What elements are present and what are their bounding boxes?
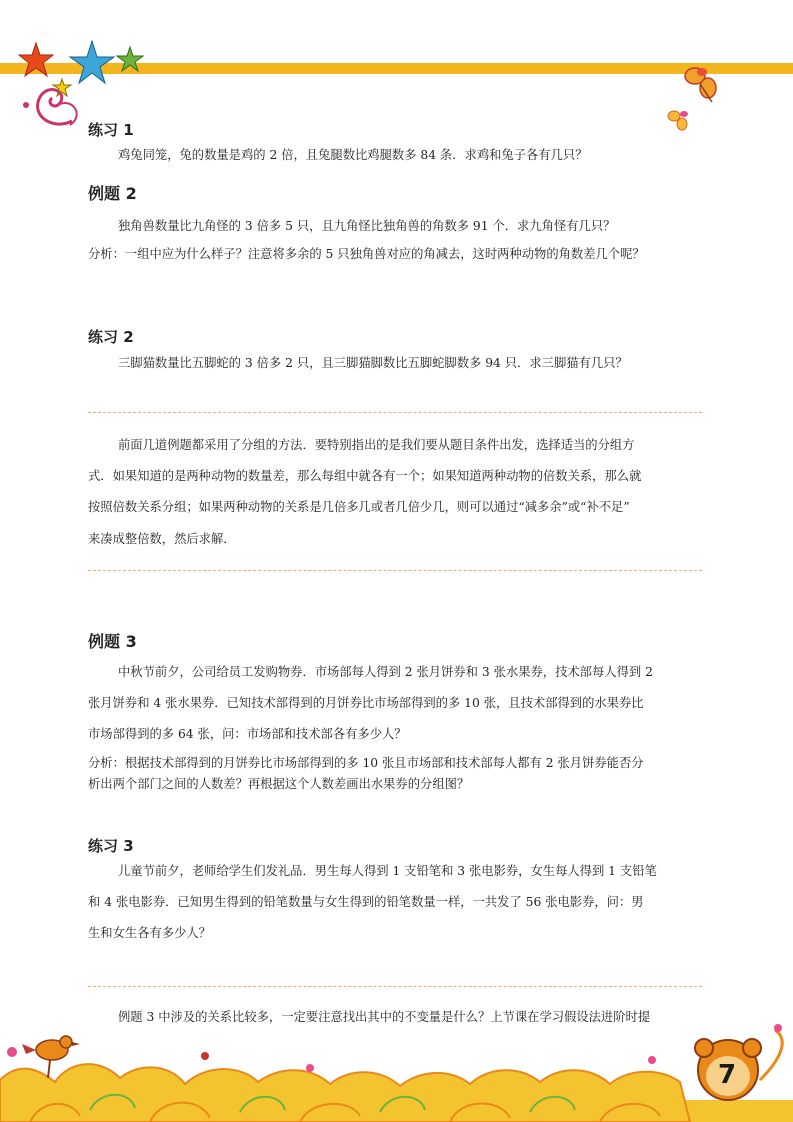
exercise-3-line-1: 儿童节前夕，老师给学生们发礼品．男生每人得到 1 支铅笔和 3 张电影券，女生每人得到 1 支铅笔 [118,864,657,878]
exercise-3-line-3: 生和女生各有多少人？ [88,926,211,940]
example-3-line-2: 张月饼券和 4 张水果券．已知技术部得到的月饼券比市场部得到的多 10 张，且技术部得到的水果券比 [88,696,644,710]
summary-line-1: 前面几道例题都采用了分组的方法．要特别指出的是我们要从题目条件出发，选择适当的分组方 [118,438,635,452]
exercise-2-text: 三脚猫数量比五脚蛇的 3 倍多 2 只，且三脚猫脚数比五脚蛇脚数多 94 只．求三脚猫有几只？ [118,356,628,370]
example-2-text: 独角兽数量比九角怪的 3 倍多 5 只，且九角怪比独角兽的角数多 91 个．求九角怪有几只？ [118,219,616,233]
example-3-heading: 例题 3 [88,632,137,651]
exercise-1-text: 鸡兔同笼，兔的数量是鸡的 2 倍，且兔腿数比鸡腿数多 84 条．求鸡和兔子各有几只？ [118,148,588,162]
page-number: 7 [717,1060,737,1090]
exercise-3-line-2: 和 4 张电影券．已知男生得到的铅笔数量与女生得到的铅笔数量一样，一共发了 56 张电影券，问：男 [88,895,644,909]
example-2-analysis: 分析：一组中应为什么样子？注意将多余的 5 只独角兽对应的角减去，这时两种动物的角数差几个呢？ [88,247,645,261]
summary-line-2: 式．如果知道的是两种动物的数量差，那么每组中就各有一个；如果知道两种动物的倍数关系，那么就 [88,469,642,483]
stars-swirl-decoration [0,35,160,135]
example-3-analysis-1: 分析：根据技术部得到的月饼券比市场部得到的多 10 张且市场部和技术部每人都有 2 张月饼券能否分 [88,756,644,770]
example-3-line-1: 中秋节前夕，公司给员工发购物券．市场部每人得到 2 张月饼券和 3 张水果券，技术部每人得到 2 [118,665,653,679]
example-3-line-3: 市场部得到的多 64 张，问：市场部和技术部各有多少人？ [88,727,407,741]
butterflies-decoration [660,62,720,134]
exercise-3-heading: 练习 3 [88,837,134,855]
summary-line-4: 来凑成整倍数，然后求解． [88,532,236,546]
footer-swirl-decoration [0,1020,793,1122]
example-2-heading: 例题 2 [88,184,137,203]
divider-dashed [88,570,702,571]
summary-line-3: 按照倍数关系分组；如果两种动物的关系是几倍多几或者几倍少几，则可以通过“减多余”或“补不足” [88,500,630,514]
example-3-analysis-2: 析出两个部门之间的人数差？再根据这个人数差画出水果券的分组图？ [88,777,470,791]
closing-line: 例题 3 中涉及的关系比较多，一定要注意找出其中的不变量是什么？上节课在学习假设法进阶时提 [118,1010,651,1024]
divider-dashed [88,412,702,413]
divider-dashed [88,986,702,987]
exercise-2-heading: 练习 2 [88,328,134,346]
exercise-1-heading: 练习 1 [88,121,134,139]
